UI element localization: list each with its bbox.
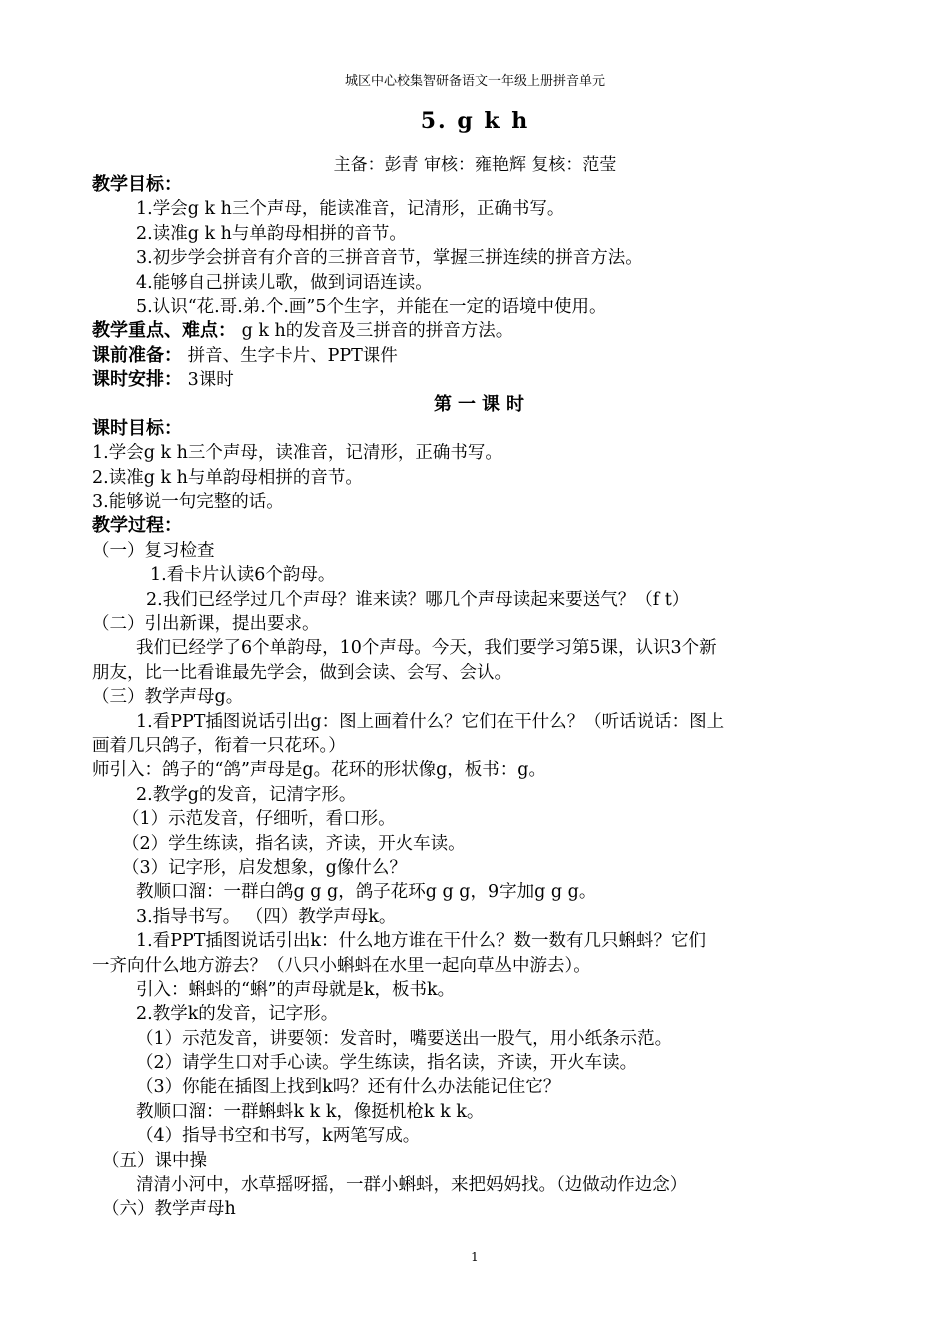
process-subitem: （4）指导书空和书写，k两笔写成。 — [136, 1126, 421, 1147]
preparation-line — [92, 344, 872, 368]
paragraph-line: 教顺口溜：一群白鸽g g g，鸽子花环g g g，9字加g g g。 — [136, 882, 597, 903]
lesson-title: 5. g k h — [420, 108, 530, 134]
paragraph-line: 一齐向什么地方游去？（八只小蝌蚪在水里一起向草丛中游去）。 — [92, 955, 591, 976]
page-header: 城区中心校集智研备语文一年级上册拼音单元 — [344, 74, 605, 89]
document-body — [92, 173, 872, 1222]
process-subitem: （2）学生练读，指名读，齐读，开火车读。 — [122, 833, 466, 854]
process-heading: （六）教学声母h — [102, 1199, 236, 1220]
process-item: 2.教学g的发音，记清字形。 — [136, 784, 357, 805]
objective-item: 1.学会g k h三个声母，读准音，记清形，正确书写。 — [92, 443, 503, 464]
schedule-text: 3课时 — [187, 370, 234, 391]
process-subitem: （1）示范发音，仔细听，看口形。 — [122, 809, 396, 830]
paragraph-line: 朋友，比一比看谁最先学会，做到会读、会写、会认。 — [92, 662, 512, 683]
objective-item: 2.读准g k h与单韵母相拼的音节。 — [136, 223, 407, 244]
paragraph-line: 引入：蝌蚪的“蝌”的声母就是k，板书k。 — [136, 979, 456, 1000]
section-heading: 课时目标： — [92, 417, 182, 439]
preparation-label: 课前准备： — [92, 344, 182, 366]
objective-item: 4.能够自己拼读儿歌，做到词语连读。 — [136, 272, 433, 293]
process-item: 1.看卡片认读6个韵母。 — [150, 565, 336, 586]
process-subitem: （2）请学生口对手心读。学生练读，指名读，齐读，开火车读。 — [136, 1053, 638, 1074]
preparation-text: 拼音、生字卡片、PPT课件 — [187, 345, 398, 366]
objective-item: 3.能够说一句完整的话。 — [92, 492, 284, 513]
process-item: 3.指导书写。 （四）教学声母k。 — [136, 906, 397, 927]
paragraph-line: 我们已经学了6个单韵母，10个声母。今天，我们要学习第5课，认识3个新 — [136, 638, 717, 659]
key-points-label: 教学重点、难点： — [92, 320, 236, 342]
paragraph-line: 师引入：鸽子的“鸽”声母是g。花环的形状像g，板书：g。 — [92, 760, 546, 781]
section-heading: 教学过程： — [92, 515, 182, 537]
process-heading: （五）课中操 — [102, 1150, 207, 1171]
process-subitem: （3）记字形，启发想象，g像什么？ — [122, 857, 407, 878]
paragraph-line: 教顺口溜：一群蝌蚪k k k，像挺机枪k k k。 — [136, 1101, 485, 1122]
process-heading: （二）引出新课，提出要求。 — [92, 614, 320, 635]
key-points-line — [92, 319, 872, 343]
process-heading: （三）教学声母g。 — [92, 687, 244, 708]
paragraph-line: 1.看PPT插图说话引出g：图上画着什么？它们在干什么？（听话说话：图上 — [136, 711, 725, 732]
paragraph-line: 1.看PPT插图说话引出k：什么地方谁在干什么？数一数有几只蝌蚪？它们 — [136, 931, 707, 952]
page-number: 1 — [471, 1250, 479, 1264]
key-points-text: g k h的发音及三拼音的拼音方法。 — [241, 321, 514, 342]
objective-item: 3.初步学会拼音有介音的三拼音音节，掌握三拼连续的拼音方法。 — [136, 248, 643, 269]
paragraph-line: 画着几只鸽子，衔着一只花环。） — [92, 735, 346, 756]
process-subitem: （1）示范发音，讲要领：发音时，嘴要送出一股气，用小纸条示范。 — [136, 1028, 673, 1049]
section-heading: 教学目标： — [92, 174, 182, 195]
objective-item: 5.认识“花.哥.弟.个.画”5个生字，并能在一定的语境中使用。 — [136, 296, 607, 317]
process-subitem: （3）你能在插图上找到k吗？还有什么办法能记住它？ — [136, 1077, 561, 1098]
process-item: 2.教学k的发音，记字形。 — [136, 1004, 339, 1025]
schedule-label: 课时安排： — [92, 369, 182, 391]
schedule-line — [92, 368, 872, 392]
objective-item: 1.学会g k h三个声母，能读准音，记清形，正确书写。 — [136, 199, 565, 220]
lesson-heading: 第一课时 — [434, 393, 530, 415]
process-heading: （一）复习检查 — [92, 540, 215, 561]
paragraph-line: 清清小河中，水草摇呀摇，一群小蝌蚪，来把妈妈找。（边做动作边念） — [136, 1175, 688, 1196]
objective-item: 2.读准g k h与单韵母相拼的音节。 — [92, 467, 363, 488]
authors-line: 主备：彭青 审核：雍艳辉 复核：范莹 — [333, 155, 617, 175]
process-item: 2.我们已经学过几个声母？谁来读？哪几个声母读起来要送气？（f t） — [146, 589, 690, 610]
